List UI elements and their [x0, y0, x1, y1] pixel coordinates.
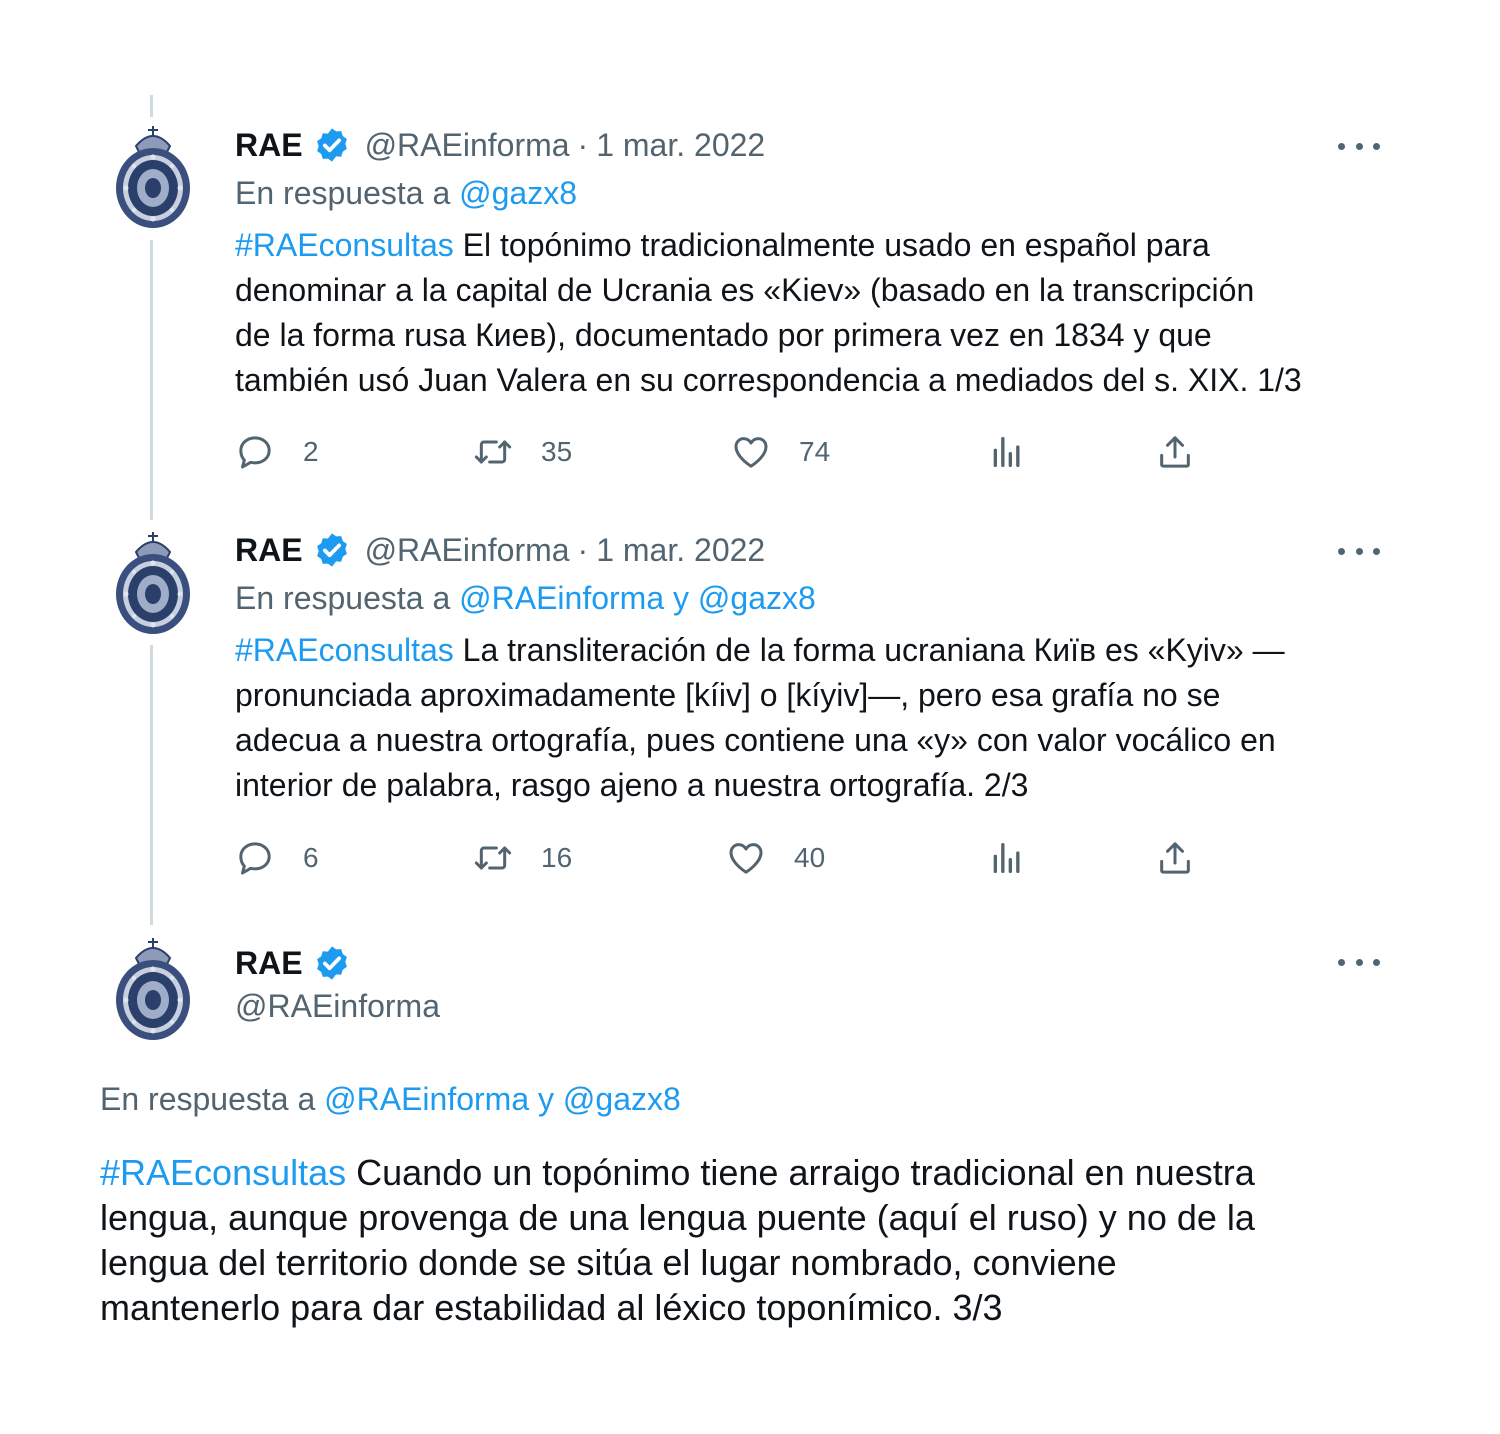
more-icon[interactable] — [1338, 952, 1380, 972]
reply-handles-link[interactable]: @RAEinforma y @gazx8 — [459, 580, 816, 616]
reply-handles-link[interactable]: @RAEinforma y @gazx8 — [324, 1081, 681, 1117]
separator: · — [577, 126, 589, 163]
tweet-line: lengua, aunque provenga de una lengua puente (aquí el ruso) y no de la — [100, 1197, 1255, 1238]
tweet-line — [235, 223, 1395, 268]
verified-badge-icon — [313, 531, 351, 569]
tweet-line: de la forma rusa Киев), documentado por primera vez en 1834 y que — [235, 317, 1212, 353]
retweet-count: 16 — [541, 842, 573, 873]
more-icon[interactable] — [1338, 136, 1380, 156]
display-name[interactable]: RAE — [235, 531, 303, 568]
share-icon — [1155, 432, 1195, 472]
tweet-actions — [235, 838, 1195, 882]
reply-handles-link[interactable]: @gazx8 — [459, 175, 578, 211]
reply-count: 6 — [303, 842, 319, 873]
tweet-text-segment: La transliteración de la forma ucraniana Київ es «Kyiv» — — [453, 632, 1285, 668]
like-count: 74 — [799, 436, 831, 467]
reply-button[interactable] — [235, 838, 319, 878]
tweet-line — [100, 1150, 1400, 1195]
reply-context — [235, 175, 577, 212]
share-icon — [1155, 838, 1195, 878]
reply-context — [100, 1081, 681, 1118]
thread-line-top — [150, 95, 153, 117]
share-button[interactable] — [1155, 432, 1195, 472]
more-icon[interactable] — [1338, 541, 1380, 561]
like-count: 40 — [794, 842, 826, 873]
thread-line-1 — [150, 240, 153, 520]
user-handle[interactable]: @RAEinforma — [235, 988, 440, 1024]
tweet-header — [235, 942, 365, 984]
user-handle[interactable]: @RAEinforma — [364, 126, 570, 163]
tweet-actions — [235, 432, 1195, 476]
verified-badge-icon — [313, 944, 351, 982]
tweet-line: mantenerlo para dar estabilidad al léxico toponímico. 3/3 — [100, 1287, 1003, 1328]
retweet-icon — [473, 838, 513, 878]
tweet-line: pronunciada aproximadamente [kíiv] o [kíyiv]—, pero esa grafía no se — [235, 677, 1221, 713]
retweet-count: 35 — [541, 436, 573, 467]
reply-prefix: En respuesta a — [235, 175, 451, 211]
avatar[interactable] — [112, 124, 194, 230]
views-icon — [987, 432, 1027, 472]
tweet-date[interactable]: 1 mar. 2022 — [596, 531, 766, 568]
retweet-button[interactable] — [473, 432, 572, 472]
tweet-text — [235, 628, 1395, 808]
hashtag-link[interactable]: #RAEconsultas — [235, 227, 454, 263]
reply-button[interactable] — [235, 432, 319, 472]
user-handle[interactable]: @RAEinforma — [364, 531, 570, 568]
display-name[interactable]: RAE — [235, 126, 303, 163]
retweet-button[interactable] — [473, 838, 572, 878]
reply-prefix: En respuesta a — [100, 1081, 316, 1117]
like-button[interactable] — [726, 838, 825, 878]
tweet-line: adecua a nuestra ortografía, pues contiene una «y» con valor vocálico en — [235, 722, 1276, 758]
like-icon — [726, 838, 766, 878]
tweet-line: lengua del territorio donde se sitúa el lugar nombrado, conviene — [100, 1242, 1117, 1283]
reply-icon — [235, 432, 275, 472]
avatar[interactable] — [112, 936, 194, 1042]
verified-badge-icon — [313, 126, 351, 164]
tweet-text-segment: El topónimo tradicionalmente usado en español para — [453, 227, 1210, 263]
tweet-header — [235, 529, 765, 571]
hashtag-link[interactable]: #RAEconsultas — [100, 1152, 347, 1193]
tweet-text — [235, 223, 1395, 403]
tweet-line: interior de palabra, rasgo ajeno a nuestra ortografía. 2/3 — [235, 767, 1029, 803]
views-button[interactable] — [987, 432, 1027, 472]
like-button[interactable] — [731, 432, 830, 472]
views-icon — [987, 838, 1027, 878]
tweet-header — [235, 124, 765, 166]
tweet-line — [235, 628, 1395, 673]
retweet-icon — [473, 432, 513, 472]
reply-count: 2 — [303, 436, 319, 467]
tweet-line: denominar a la capital de Ucrania es «Kiev» (basado en la transcripción — [235, 272, 1255, 308]
tweet-text-segment: Cuando un topónimo tiene arraigo tradicional en nuestra — [346, 1152, 1255, 1193]
display-name[interactable]: RAE — [235, 944, 303, 981]
thread-line-2 — [150, 645, 153, 925]
reply-context — [235, 580, 816, 617]
like-icon — [731, 432, 771, 472]
reply-prefix: En respuesta a — [235, 580, 451, 616]
hashtag-link[interactable]: #RAEconsultas — [235, 632, 454, 668]
tweet-text — [100, 1150, 1400, 1330]
tweet-line: también usó Juan Valera en su correspondencia a mediados del s. XIX. 1/3 — [235, 362, 1302, 398]
tweet-date[interactable]: 1 mar. 2022 — [596, 126, 766, 163]
share-button[interactable] — [1155, 838, 1195, 878]
reply-icon — [235, 838, 275, 878]
separator: · — [577, 531, 589, 568]
views-button[interactable] — [987, 838, 1027, 878]
avatar[interactable] — [112, 530, 194, 636]
